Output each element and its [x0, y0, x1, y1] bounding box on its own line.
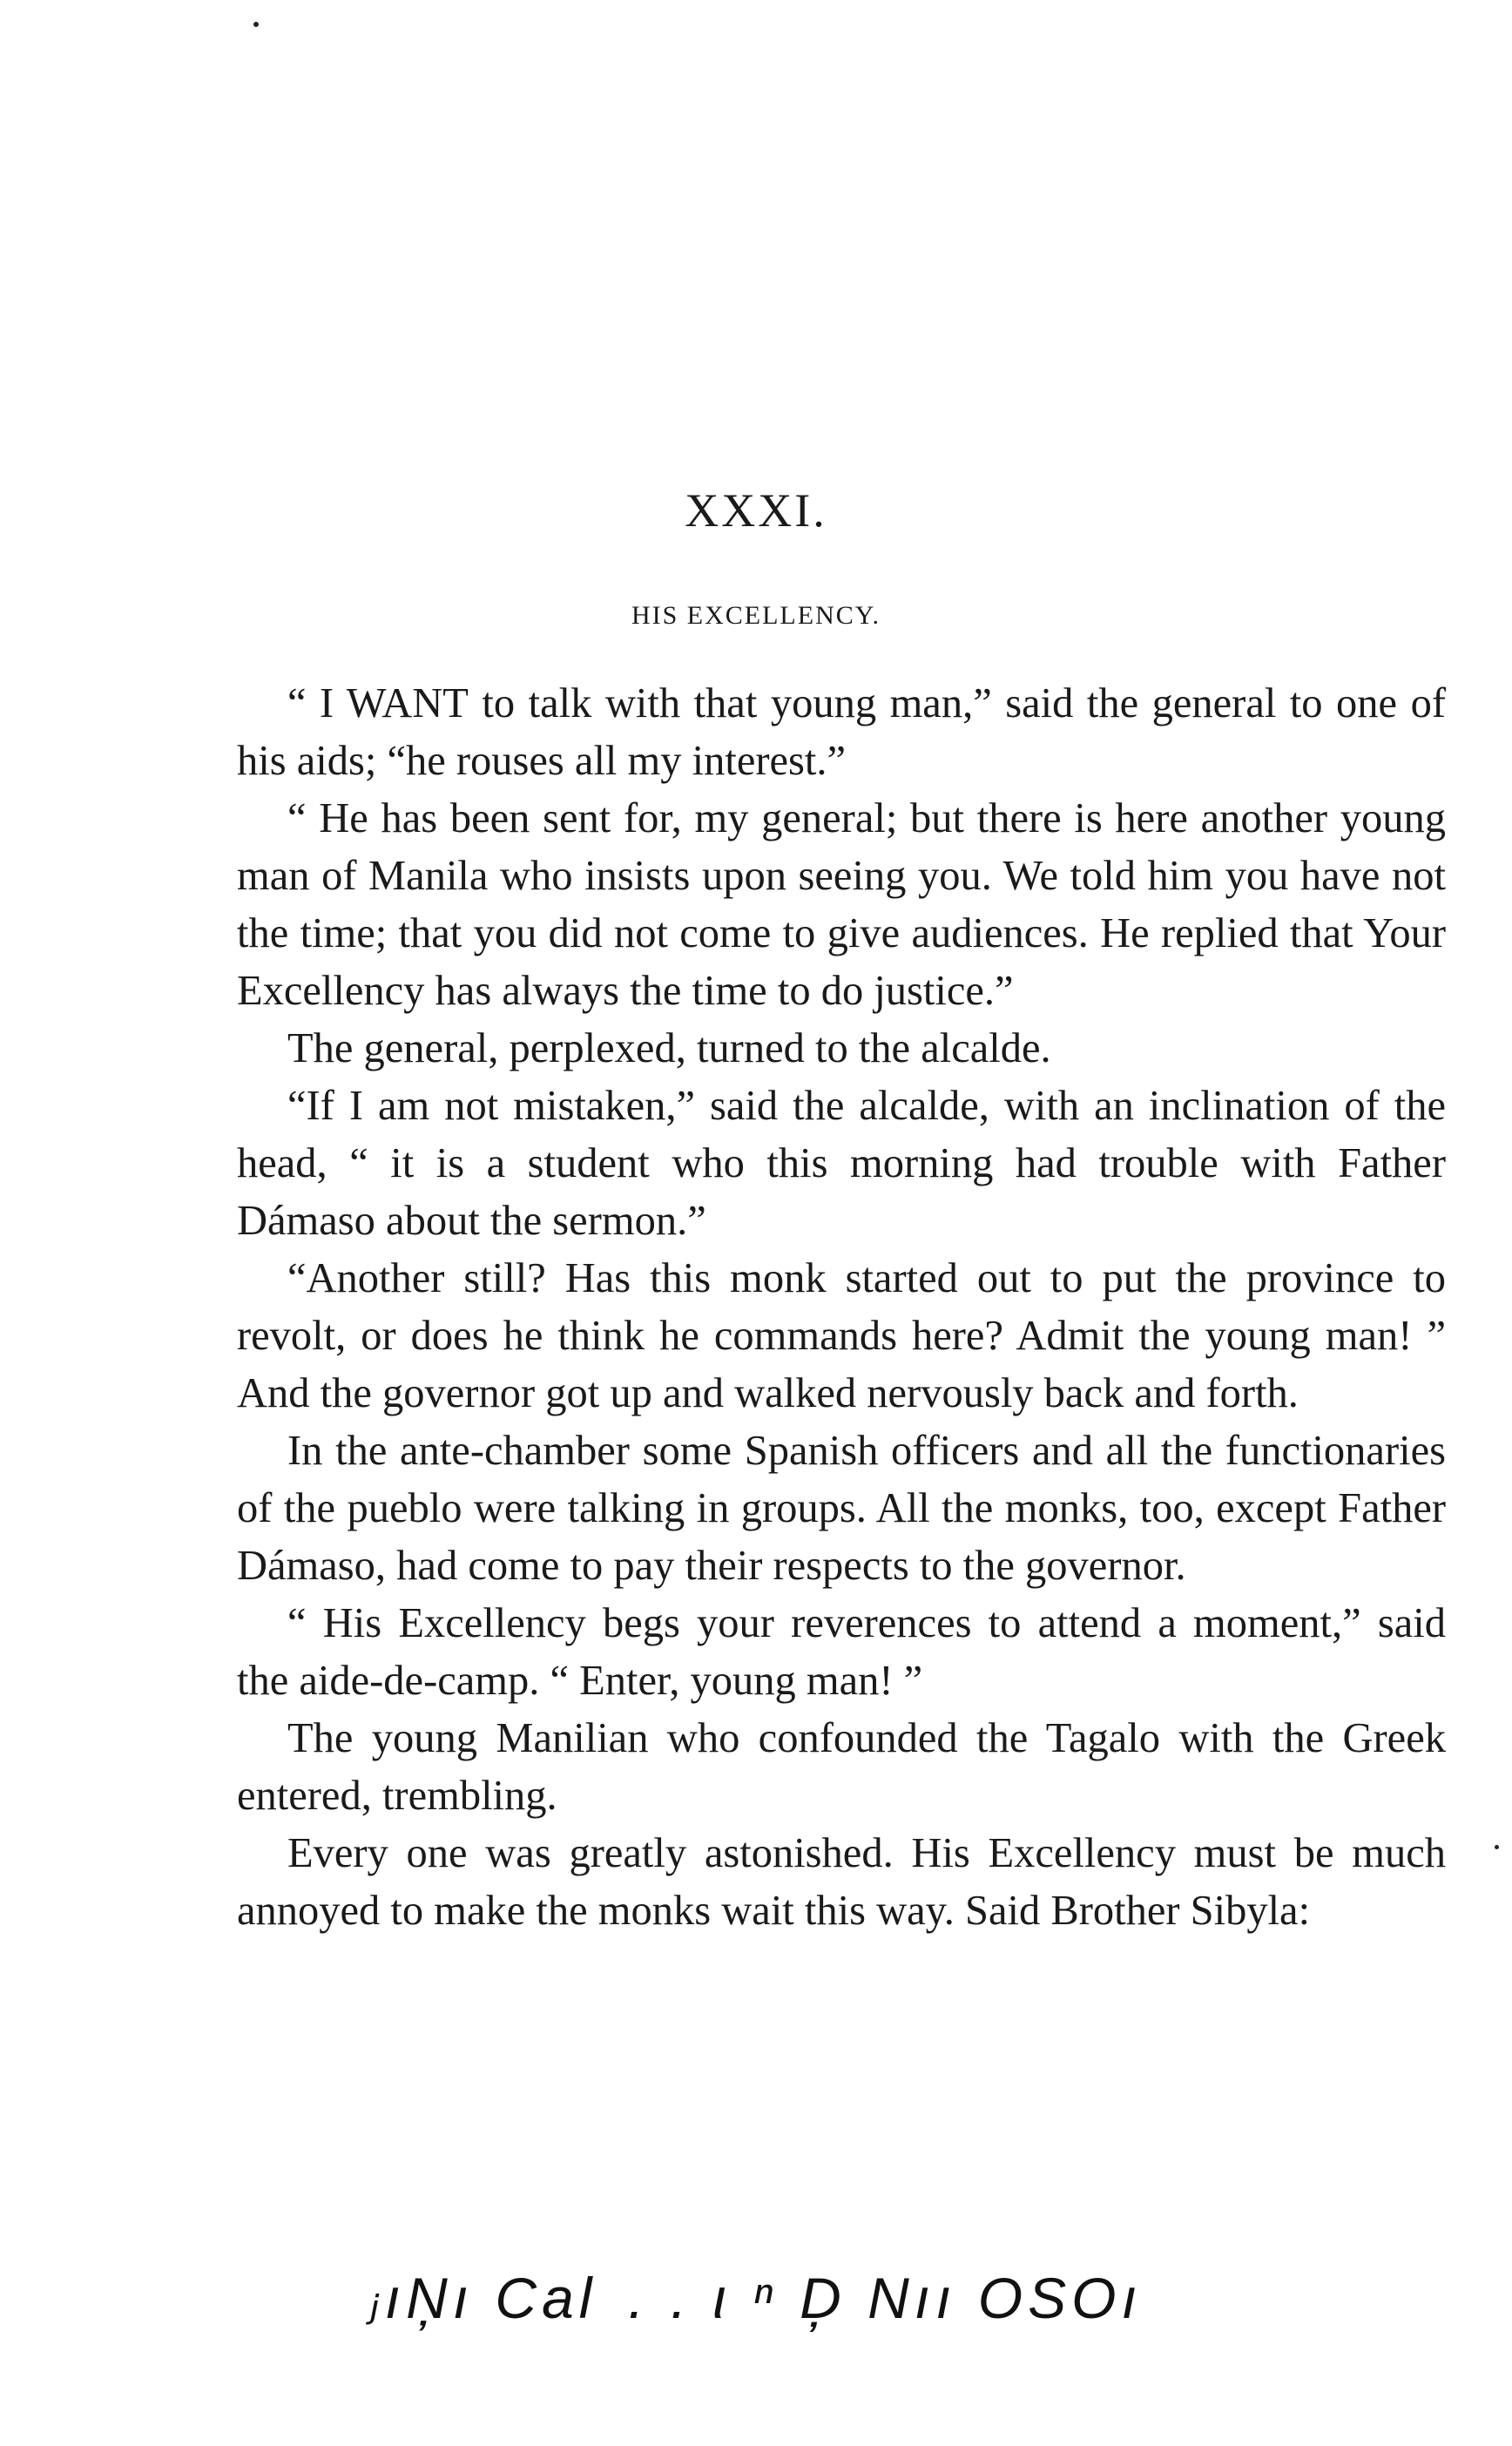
paragraph: The young Manilian who confounded the Tagalo with the Greek entered, trembling. [237, 1715, 1446, 1819]
chapter-number: XXXI. [685, 484, 827, 537]
library-stamp-text: ⱼıŅı Cal . . ι ⁿ D̦ Nıı OSOı [369, 2266, 1143, 2330]
paragraph [237, 675, 1446, 790]
ink-speck [1495, 1845, 1499, 1849]
body-text [237, 675, 1446, 1940]
chapter-title: HIS EXCELLENCY. [631, 601, 881, 630]
paragraph: “ He has been sent for, my general; but there is here another young man of Manila who insists upon seeing you. We told him you have not the time; that you did not come to give audiences. He replied that Your Excellency has always the time to do justice.” [237, 795, 1446, 1014]
paragraph: “ His Excellency begs your reverences to attend a moment,” said the aide-de-camp. “ Enter, young man! ” [237, 1600, 1446, 1704]
paragraph: “If I am not mistaken,” said the alcalde, with an inclination of the head, “ it is a student who this morning had trouble with Father Dámaso about the sermon.” [237, 1083, 1446, 1244]
paragraph: “Another still? Has this monk started out to put the province to revolt, or does he think he commands here? Admit the young man! ” And the governor got up and walked nervously back and forth. [237, 1255, 1446, 1416]
paragraph: In the ante-chamber some Spanish officers and all the functionaries of the pueblo were talking in groups. All the monks, too, except Father Dámaso, had come to pay their respects to the governor. [237, 1428, 1446, 1589]
ink-speck [253, 22, 259, 27]
paragraph: The general, perplexed, turned to the alcalde. [287, 1025, 1051, 1071]
paragraph: Every one was greatly astonished. His Excellency must be much annoyed to make the monks wait this way. Said Brother Sibyla: [237, 1830, 1446, 1934]
paragraph-lead: “ I WANT [287, 680, 469, 726]
paragraph-text: to talk with that young man,” said the general to one of his aids; “he rouses all my interest.” [237, 680, 1446, 784]
